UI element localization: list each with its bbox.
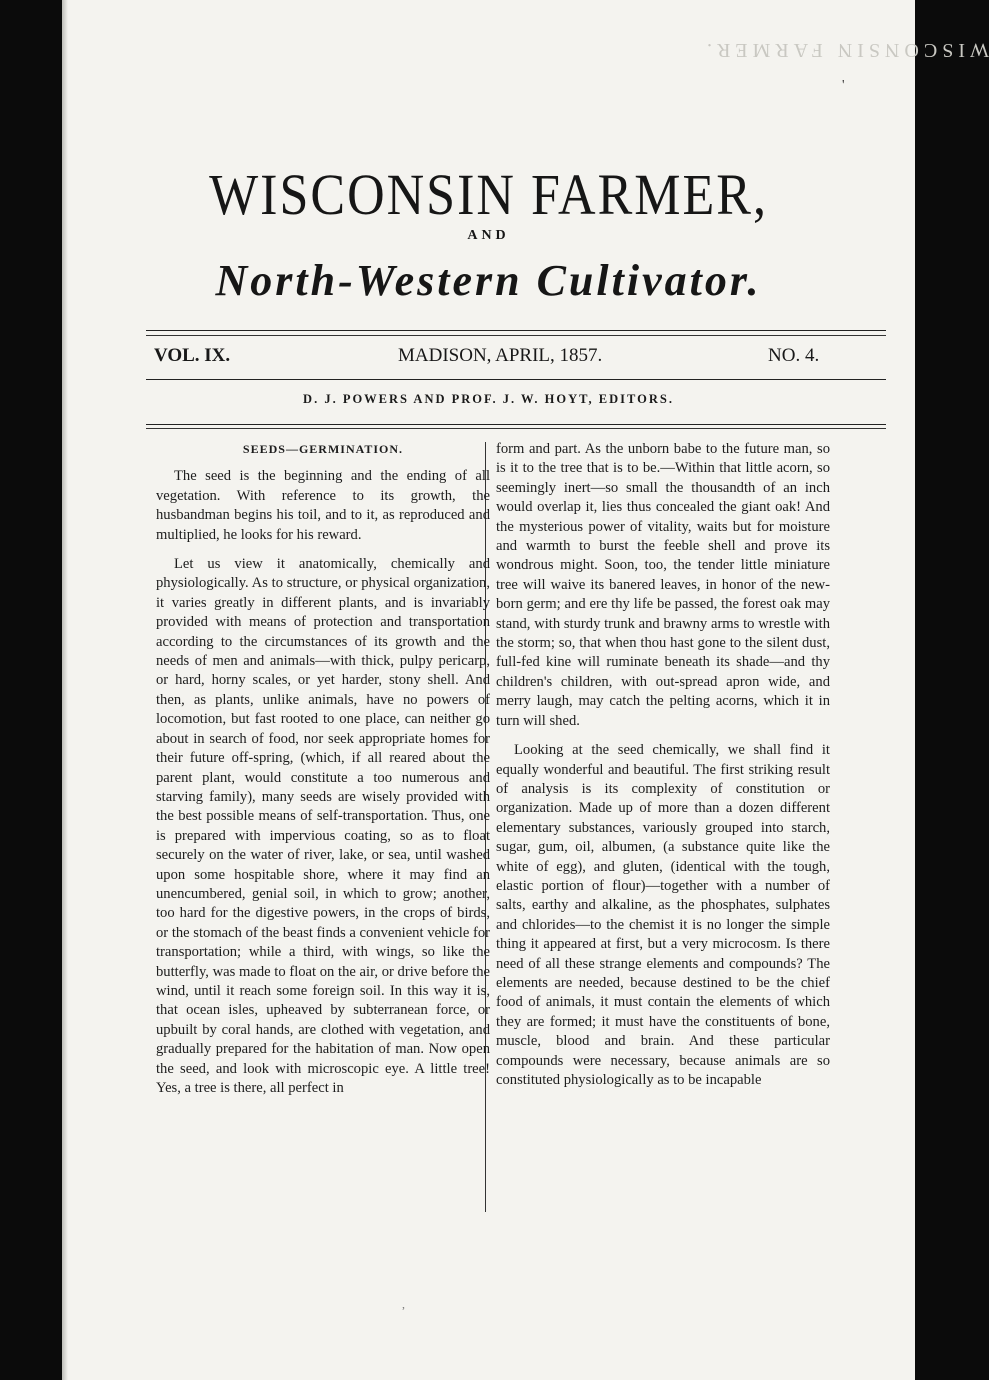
masthead-title: WISCONSIN FARMER, — [209, 163, 768, 228]
masthead-rule-top — [146, 330, 886, 331]
issue-number: NO. 4. — [768, 345, 820, 366]
article-left-column — [156, 440, 490, 1098]
newspaper-page — [62, 0, 989, 1380]
masthead-and: AND — [467, 228, 510, 243]
article-paragraph: form and part. As the unborn babe to the future man, so is it to the tree that is to be.—Within that little acorn, so seemingly inert—so small the thousandth of an inch would overlap it, lies thus concealed the giant oak! And the mysterious power of vitality, waits but for moisture and warmth to burst the feeble shell and prove its wondrous might. Soon, too, the tender little miniature tree will waive its banered leaves, in honor of the new-born germ; and ere thy life be passed, the forest oak may stand, with sturdy trunk and brawny arms to wrestle with the storm; so, that when thou hast gone to the silent dust, full-fed kine will ruminate beneath its shade—and thy children's children, with out-spread apron wide, and merry laugh, may catch the pelting acorns, which it in turn will shed. — [496, 441, 830, 729]
editors-rule — [146, 424, 886, 425]
bleed-through-text: WISCONSIN FARMER. — [702, 39, 989, 61]
volume-label: VOL. IX. — [154, 345, 231, 366]
place-date: MADISON, APRIL, 1857. — [398, 345, 603, 366]
editors-rule-thin — [146, 428, 886, 429]
article-title: SEEDS—GERMINATION. — [242, 442, 404, 456]
margin-mark: ' — [842, 78, 845, 93]
editors-line: D. J. POWERS AND PROF. J. W. HOYT, EDITORS. — [303, 392, 674, 406]
masthead-subtitle: North-Western Cultivator. — [215, 256, 762, 305]
masthead-rule-top-thin — [146, 335, 886, 336]
dateline-rule — [146, 379, 886, 380]
article-right-column — [496, 440, 830, 1090]
article-paragraph: Looking at the seed chemically, we shall find it equally wonderful and beautiful. The first striking result of analysis is its complexity of constitution or organization. Made up of more than a dozen different elementary substances, variously grouped into starch, sugar, gum, oil, albumen, (a substance quite like the white of egg), and gluten, (identical with the tough, elastic portion of flour)—together with a number of salts, earthy and alkaline, as the phosphates, sulphates and chlorides—to the chemist it is no longer the simple thing it appeared at first, but a very microcosm. Is there need of all these strange elements and compounds? The elements are needed, because destined to be the chief food of animals, it must contain the elements of which they are formed; it must have the constituents of bone, muscle, blood and brain. And these particular compounds were necessary, because animals are so constituted physiologically as to be incapable — [496, 742, 830, 1088]
page-speck: , — [402, 1297, 405, 1311]
article-paragraph: The seed is the beginning and the ending of all vegetation. With reference to its growth, the husbandman begins his toil, and to it, as reproduced and multiplied, he looks for his reward. — [156, 468, 490, 543]
article-paragraph: Let us view it anatomically, chemically and physiologically. As to structure, or physical organization, it varies greatly in different plants, and is invariably provided with means of protection and transportation according to the circumstances of its growth and the needs of men and animals—with thick, pulpy pericarp, or hard, horny scales, or yet harder, stony shell. And then, as plants, unlike animals, have no powers of locomotion, but fast rooted to one place, can neither go about in search of food, nor seek appropriate homes for their future off-spring, (which, if all reared about the parent plant, would constitute a too numerous and starving family), many seeds are wisely provided with the best possible means of self-transportation. Thus, one is prepared with impervious coating, so as to float securely on the water of river, lake, or sea, until washed upon some hospitable shore, where it may find an unencumbered, genial soil, in which to grow; another, too hard for the digestive powers, in the crops of birds, or the stomach of the beast finds a convenient vehicle for transportation; while a third, with wings, so like the butterfly, was made to float on the air, or drive before the wind, until it reach some foreign soil. In this way it is, that ocean isles, upheaved by subterranean force, or upbuilt by coral hands, are clothed with vegetation, and gradually prepared for the habitation of man. Now open the seed, and look with microscopic eye. A little tree! Yes, a tree is there, all perfect in — [156, 556, 490, 1096]
